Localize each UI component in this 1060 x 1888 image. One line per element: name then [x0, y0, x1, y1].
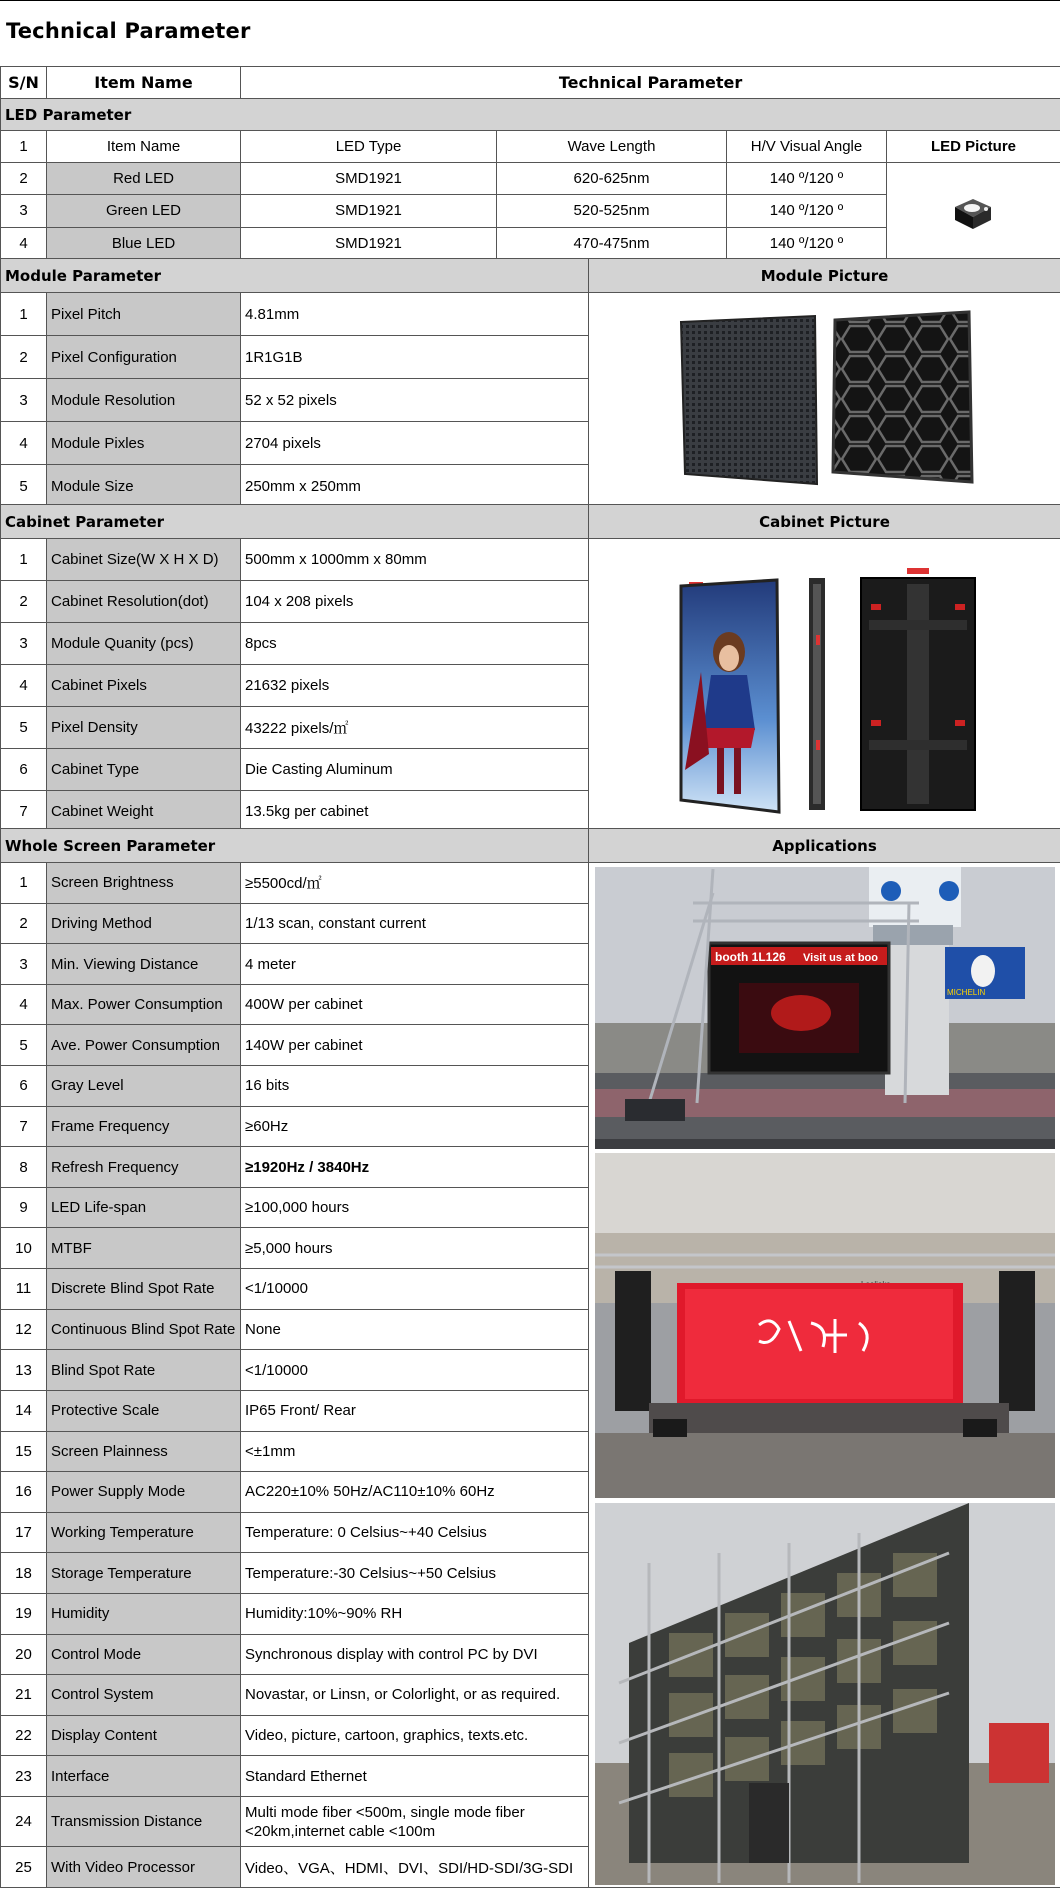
row-sn: 4: [1, 422, 47, 465]
booth-sign-text: booth 1L126: [715, 950, 786, 964]
row-sn: 1: [1, 863, 47, 904]
screen-table: [0, 828, 1060, 1888]
row-name: Storage Temperature: [47, 1553, 241, 1594]
row-sn: 2: [1, 581, 47, 623]
row-name: Pixel Pitch: [47, 293, 241, 336]
row-value: ≥100,000 hours: [241, 1187, 589, 1228]
row-name: Protective Scale: [47, 1390, 241, 1431]
row-name: LED Life-span: [47, 1187, 241, 1228]
cabinet-picture-title: Cabinet Picture: [589, 505, 1060, 539]
row-value: 500mm x 1000mm x 80mm: [241, 539, 589, 581]
row-name: Humidity: [47, 1593, 241, 1634]
row-name: Continuous Blind Spot Rate: [47, 1309, 241, 1350]
led-col-type: LED Type: [241, 131, 497, 163]
row-value: ≥5500cd/㎡: [241, 863, 589, 904]
row-value: 4 meter: [241, 944, 589, 985]
visit-sign-text: Visit us at boo: [803, 952, 878, 964]
row-sn: 2: [1, 336, 47, 379]
row-name: Control Mode: [47, 1634, 241, 1675]
row-name: Cabinet Pixels: [47, 665, 241, 707]
row-sn: 21: [1, 1675, 47, 1716]
applications-title: Applications: [589, 829, 1060, 863]
row-sn: 6: [1, 749, 47, 791]
table-row: [1, 863, 1060, 904]
row-value: Temperature: 0 Celsius~+40 Celsius: [241, 1512, 589, 1553]
row-sn: 7: [1, 791, 47, 833]
row-sn: 23: [1, 1756, 47, 1797]
row-sn: 8: [1, 1147, 47, 1188]
outdoor-stage-photo: [595, 867, 1055, 1149]
row-value: 250mm x 250mm: [241, 465, 589, 508]
row-value: ≥5,000 hours: [241, 1228, 589, 1269]
module-section-row: [1, 259, 1060, 293]
row-angle: 140 º/120 º: [727, 227, 887, 259]
row-name: Screen Brightness: [47, 863, 241, 904]
led-section-title: LED Parameter: [1, 99, 1060, 131]
module-picture-title: Module Picture: [589, 259, 1060, 293]
row-type: SMD1921: [241, 227, 497, 259]
row-wave: 520-525nm: [497, 195, 727, 227]
row-value: 21632 pixels: [241, 665, 589, 707]
row-value: Multi mode fiber <500m, single mode fiber <20km,internet cable <100m: [241, 1797, 589, 1847]
brand-sign-text: MICHELIN: [947, 988, 986, 997]
row-sn: 22: [1, 1715, 47, 1756]
row-value: Standard Ethernet: [241, 1756, 589, 1797]
applications-photos: [589, 863, 1060, 1887]
row-sn: 3: [1, 195, 47, 227]
row-value: <±1mm: [241, 1431, 589, 1472]
row-name: Module Quanity (pcs): [47, 623, 241, 665]
row-sn: 3: [1, 944, 47, 985]
row-name: Transmission Distance: [47, 1797, 241, 1847]
row-angle: 140 º/120 º: [727, 163, 887, 195]
row-name: Module Size: [47, 465, 241, 508]
led-col-wave: Wave Length: [497, 131, 727, 163]
led-table: [0, 66, 1060, 260]
row-value: ≥60Hz: [241, 1106, 589, 1147]
row-name: Interface: [47, 1756, 241, 1797]
row-sn: 12: [1, 1309, 47, 1350]
row-wave: 620-625nm: [497, 163, 727, 195]
row-value: 43222 pixels/㎡: [241, 707, 589, 749]
row-value: 400W per cabinet: [241, 984, 589, 1025]
row-name: Discrete Blind Spot Rate: [47, 1269, 241, 1310]
row-name: Red LED: [47, 163, 241, 195]
header-item-name: Item Name: [47, 67, 241, 99]
row-name: Driving Method: [47, 903, 241, 944]
row-value: IP65 Front/ Rear: [241, 1390, 589, 1431]
indoor-stage-photo: [595, 1153, 1055, 1498]
row-value: None: [241, 1309, 589, 1350]
row-sn: 5: [1, 465, 47, 508]
screen-section-row: [1, 829, 1060, 863]
row-name: Max. Power Consumption: [47, 984, 241, 1025]
row-name: Blind Spot Rate: [47, 1350, 241, 1391]
module-image: [589, 294, 1060, 506]
row-value: <1/10000: [241, 1269, 589, 1310]
row-value: Humidity:10%~90% RH: [241, 1593, 589, 1634]
row-value: ≥1920Hz / 3840Hz: [241, 1147, 589, 1188]
row-value: 1R1G1B: [241, 336, 589, 379]
row-type: SMD1921: [241, 195, 497, 227]
header-sn: S/N: [1, 67, 47, 99]
row-sn: 5: [1, 707, 47, 749]
module-section-title: Module Parameter: [1, 259, 589, 293]
header-row: [1, 67, 1060, 99]
row-value: Die Casting Aluminum: [241, 749, 589, 791]
row-sn: 24: [1, 1797, 47, 1847]
top-rule: [0, 0, 1060, 1]
row-name: Pixel Configuration: [47, 336, 241, 379]
row-name: Cabinet Type: [47, 749, 241, 791]
row-value: 13.5kg per cabinet: [241, 791, 589, 833]
led-col-picture: LED Picture: [887, 131, 1060, 163]
applications-image: [589, 863, 1060, 1887]
module-table: [0, 258, 1060, 508]
row-name: Min. Viewing Distance: [47, 944, 241, 985]
led-col-sn: 1: [1, 131, 47, 163]
cabinet-image: [589, 540, 1060, 832]
row-name: Cabinet Size(W X H X D): [47, 539, 241, 581]
screen-section-title: Whole Screen Parameter: [1, 829, 589, 863]
row-sn: 7: [1, 1106, 47, 1147]
row-wave: 470-475nm: [497, 227, 727, 259]
row-name: Gray Level: [47, 1066, 241, 1107]
row-sn: 3: [1, 623, 47, 665]
row-sn: 4: [1, 984, 47, 1025]
row-sn: 16: [1, 1472, 47, 1513]
led-col-item-name: Item Name: [47, 131, 241, 163]
row-value: <1/10000: [241, 1350, 589, 1391]
row-sn: 13: [1, 1350, 47, 1391]
cabinet-picture-cell: [589, 539, 1060, 833]
row-sn: 11: [1, 1269, 47, 1310]
row-sn: 5: [1, 1025, 47, 1066]
row-name: Cabinet Resolution(dot): [47, 581, 241, 623]
row-sn: 15: [1, 1431, 47, 1472]
row-sn: 10: [1, 1228, 47, 1269]
row-type: SMD1921: [241, 163, 497, 195]
row-sn: 17: [1, 1512, 47, 1553]
row-value: Video, picture, cartoon, graphics, texts.etc.: [241, 1715, 589, 1756]
row-value: 8pcs: [241, 623, 589, 665]
row-value: Novastar, or Linsn, or Colorlight, or as required.: [241, 1675, 589, 1716]
row-name: Ave. Power Consumption: [47, 1025, 241, 1066]
row-sn: 4: [1, 665, 47, 707]
row-sn: 4: [1, 227, 47, 259]
led-col-angle: H/V Visual Angle: [727, 131, 887, 163]
cabinet-table: [0, 504, 1060, 833]
row-value: Temperature:-30 Celsius~+50 Celsius: [241, 1553, 589, 1594]
row-sn: 2: [1, 163, 47, 195]
header-technical-parameter: Technical Parameter: [241, 67, 1060, 99]
row-value: 104 x 208 pixels: [241, 581, 589, 623]
row-value: AC220±10% 50Hz/AC110±10% 60Hz: [241, 1472, 589, 1513]
row-sn: 25: [1, 1847, 47, 1888]
row-value: 1/13 scan, constant current: [241, 903, 589, 944]
row-name: Working Temperature: [47, 1512, 241, 1553]
row-sn: 20: [1, 1634, 47, 1675]
table-row: [1, 539, 1060, 581]
row-name: Pixel Density: [47, 707, 241, 749]
row-name: Display Content: [47, 1715, 241, 1756]
row-sn: 1: [1, 293, 47, 336]
module-picture-cell: [589, 293, 1060, 508]
scaffold-assembly-photo: [595, 1503, 1055, 1885]
row-value: 4.81mm: [241, 293, 589, 336]
row-name: Power Supply Mode: [47, 1472, 241, 1513]
cabinet-section-row: [1, 505, 1060, 539]
row-value: 52 x 52 pixels: [241, 379, 589, 422]
led-col-header-row: [1, 131, 1060, 163]
row-angle: 140 º/120 º: [727, 195, 887, 227]
row-name: Screen Plainness: [47, 1431, 241, 1472]
table-row: [1, 293, 1060, 336]
row-value: 140W per cabinet: [241, 1025, 589, 1066]
row-sn: 3: [1, 379, 47, 422]
row-name: With Video Processor: [47, 1847, 241, 1888]
row-name: Module Pixles: [47, 422, 241, 465]
row-value: Synchronous display with control PC by DVI: [241, 1634, 589, 1675]
cabinet-section-title: Cabinet Parameter: [1, 505, 589, 539]
led-chip-image: [887, 163, 1060, 259]
led-picture-cell: [887, 163, 1060, 260]
applications-picture-cell: [589, 863, 1060, 1888]
row-name: Refresh Frequency: [47, 1147, 241, 1188]
row-sn: 18: [1, 1553, 47, 1594]
row-sn: 1: [1, 539, 47, 581]
row-sn: 6: [1, 1066, 47, 1107]
row-name: Frame Frequency: [47, 1106, 241, 1147]
row-name: Module Resolution: [47, 379, 241, 422]
page-title: Technical Parameter: [6, 19, 251, 43]
row-name: MTBF: [47, 1228, 241, 1269]
led-section-row: [1, 99, 1060, 131]
row-sn: 2: [1, 903, 47, 944]
row-value: 16 bits: [241, 1066, 589, 1107]
row-sn: 19: [1, 1593, 47, 1634]
row-name: Control System: [47, 1675, 241, 1716]
row-name: Green LED: [47, 195, 241, 227]
table-row: [1, 163, 1060, 195]
row-sn: 14: [1, 1390, 47, 1431]
row-value: Video、VGA、HDMI、DVI、SDI/HD-SDI/3G-SDI: [241, 1847, 589, 1888]
row-value: 2704 pixels: [241, 422, 589, 465]
row-name: Cabinet Weight: [47, 791, 241, 833]
row-name: Blue LED: [47, 227, 241, 259]
row-sn: 9: [1, 1187, 47, 1228]
